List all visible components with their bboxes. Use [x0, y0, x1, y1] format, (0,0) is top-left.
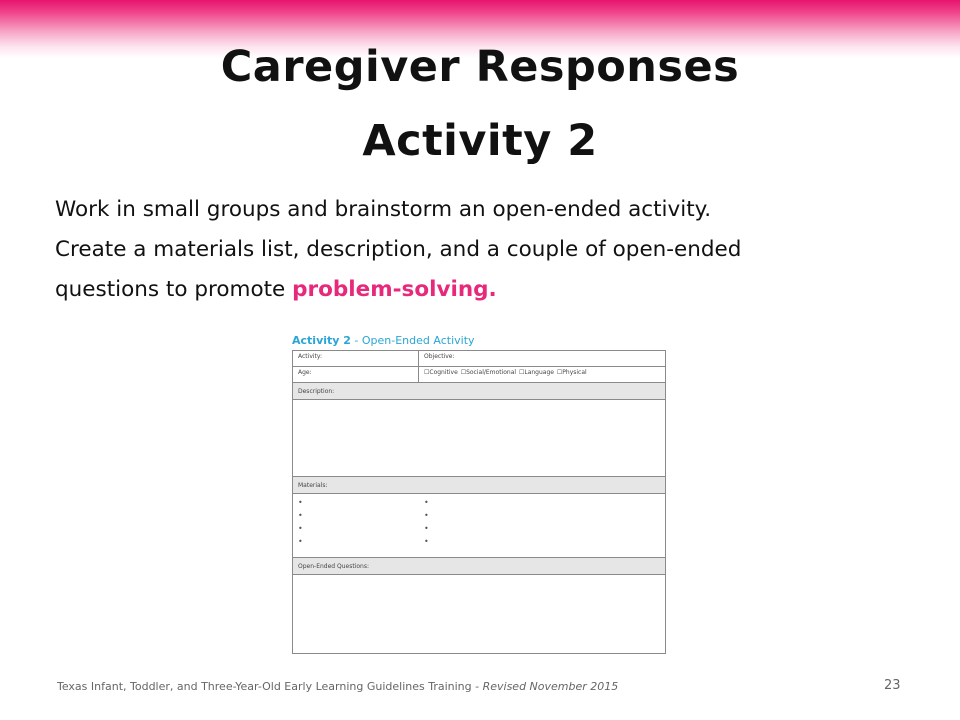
cognitive-checkbox: ☐Cognitive — [424, 369, 458, 376]
bullet: • — [298, 511, 303, 520]
instructions-line-3 — [55, 270, 935, 310]
objective-label: Objective: — [424, 353, 455, 360]
description-header: Description: — [293, 383, 665, 400]
slide-subtitle: Activity 2 — [362, 116, 598, 166]
bullet: • — [424, 524, 429, 533]
instructions-line-1: Work in small groups and brainstorm an open-ended activity. — [55, 197, 712, 222]
description-area — [293, 400, 665, 477]
bullet: • — [298, 537, 303, 546]
materials-left-column — [298, 496, 424, 555]
problem-solving-highlight: problem-solving. — [292, 277, 497, 302]
instructions-text — [55, 190, 935, 310]
age-label: Age: — [293, 367, 419, 382]
activity-worksheet — [292, 332, 666, 654]
worksheet-title-rest: - Open-Ended Activity — [350, 334, 475, 347]
materials-header: Materials: — [293, 477, 665, 494]
footer-title: Texas Infant, Toddler, and Three-Year-Old Early Learning Guidelines Training - — [57, 680, 483, 693]
language-checkbox: ☐Language — [518, 369, 554, 376]
physical-checkbox: ☐Physical — [556, 369, 587, 376]
footer-revised: Revised November 2015 — [482, 680, 619, 693]
social-emotional-checkbox: ☐Social/Emotional — [460, 369, 517, 376]
instructions-line-2: Create a materials list, description, and a couple of open-ended — [55, 237, 742, 262]
worksheet-title-bold: Activity 2 — [292, 334, 351, 347]
bullet: • — [298, 498, 303, 507]
bullet: • — [424, 537, 429, 546]
materials-right-column — [424, 496, 550, 555]
activity-label: Activity: — [293, 351, 419, 366]
activity-row — [293, 351, 665, 367]
materials-area — [293, 494, 665, 558]
questions-area — [293, 575, 665, 653]
worksheet-title — [292, 332, 666, 350]
footer-text — [57, 680, 618, 693]
age-row — [293, 367, 665, 383]
worksheet-table — [292, 350, 666, 654]
instructions-line-3-prefix: questions to promote — [55, 277, 293, 302]
bullet: • — [424, 511, 429, 520]
domain-checkboxes — [419, 367, 665, 382]
bullet: • — [298, 524, 303, 533]
slide-title: Caregiver Responses — [220, 42, 740, 92]
bullet: • — [424, 498, 429, 507]
questions-header: Open-Ended Questions: — [293, 558, 665, 575]
page-number: 23 — [884, 678, 901, 693]
